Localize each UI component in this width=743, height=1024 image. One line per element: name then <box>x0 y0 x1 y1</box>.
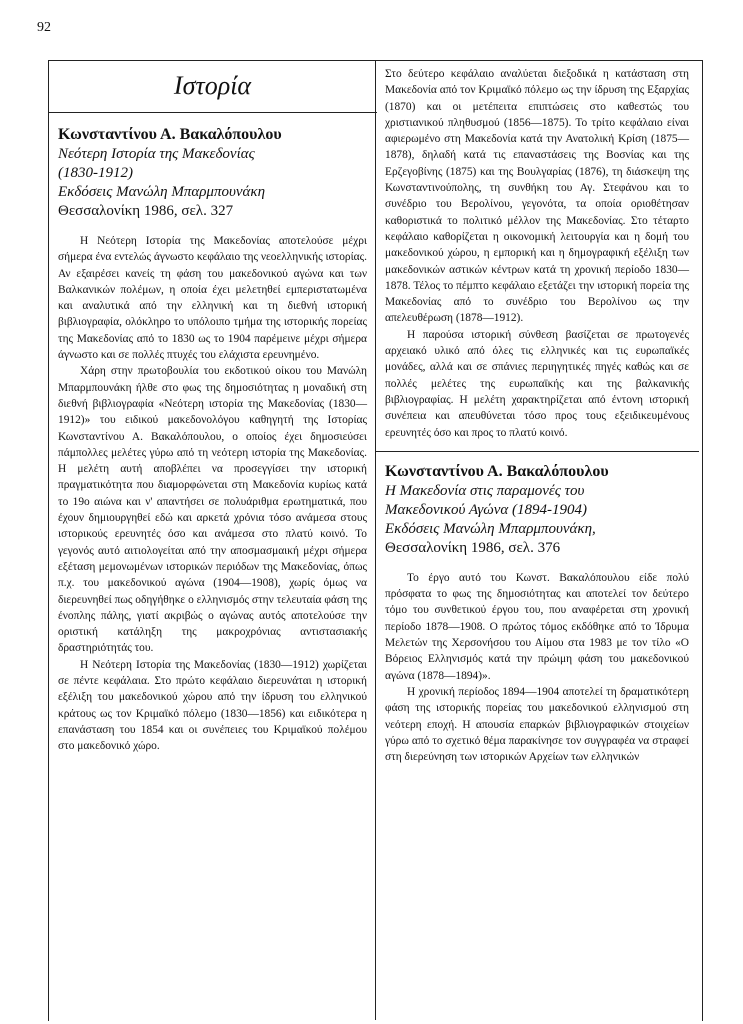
book-title-line-1: Η Μακεδονία στις παραμονές του <box>385 482 585 499</box>
review-2-body <box>385 570 689 766</box>
book-title-line-2: Μακεδονικού Αγώνα (1894-1904) <box>385 501 587 518</box>
book-publisher: Εκδόσεις Μανώλη Μπαρμπουνάκη <box>58 184 266 200</box>
section-title: Ιστορία <box>48 60 377 113</box>
book-title: Νεότερη Ιστορία της Μακεδονίας <box>58 146 255 162</box>
page-number: 92 <box>37 20 51 35</box>
paragraph: Το έργο αυτό του Κωνστ. Βακαλόπουλου είδε πολύ πρόσφατα το φως της δημοσιότητας και αποτελεί τον δεύτερο τόμο του συνθετικού έργου του, που αναφέρεται στη χρονική περίοδο 1878—1908. Ο πρώτος τόμος εκδόθηκε από το Ίδρυμα Μελετών της Χερσονήσου του Αίμου στα 1983 με τον τίλο «Ο Βόρειος Ελληνισμός κατά την πρώιμη φάση του μακεδονικού αγώνα (1878—1894)». <box>385 571 689 682</box>
paragraph: Η παρούσα ιστορική σύνθεση βασίζεται σε πρωτογενές αρχειακό υλικό από όλες τις ελληνικές και τις ευρωπαϊκές μονάδες, αλλά και σε σπάνιες περιηγητικές πηγές καθώς και σε πολλές μελέτες της ευρωπαϊκής και της βαλκανικής βιβλιογραφίας. Η μελέτη χαρακτηρίζεται από έντονη ιστορική συνέπεια και απευθύνεται τόσο προς τους εξειδικευμένους ερευνητές όσο και προς το πλατύ κοινό. <box>385 328 689 439</box>
book-place: Θεσσαλονίκη 1986, σελ. 327 <box>58 203 234 219</box>
book-author: Κωνσταντίνου Α. Βακαλόπουλου <box>58 126 282 143</box>
paragraph: Η Νεότερη Ιστορία της Μακεδονίας (1830—1912) χωρίζεται σε πέντε κεφάλαια. Στο πρώτο κεφάλαιο διερευνάται η ιστορική εξέλιξη του μακεδονικού χώρου από την ίδρυση του ελληνικού κράτους ως τον Κριμαϊκό πόλεμο (1830—1856) και ειδικότερα η επανάσταση του 1854 και οι συνέπειες του Κριμαϊκού πολέμου στο μακεδονικό χώρο. <box>58 658 367 753</box>
paragraph: Χάρη στην πρωτοβουλία του εκδοτικού οίκου του Μανώλη Μπαρμπουνάκη ήλθε στο φως της δημοσιότητας η μοναδική στη διεθνή βιβλιογραφία «Νεότερη ιστορία της Μακεδονίας (1830—1912)» του ειδικού μακεδονολόγου καθηγητή της Ιστορίας Κωνσταντίνου Α. Βακαλόπουλου, ο οποίος έχει δημοσιεύσει πάμπολλες μελέτες γύρω από τη νεότερη ιστορία της Μακεδονίας. Η μελέτη αυτή αποβλέπει να προσεγγίσει την ιστορική πραγματικότητα που διαμορφώνεται στη Μακεδονία κυρίως κατά το 19ο αιώνα και ν' απαντήσει σε πολυάριθμα ερωτηματικά, που έχουν δημιουργηθεί εδώ και αρκετά χρόνια τόσο ανάμεσα στους ιστορικούς ερευνητές όσο και ανάμεσα στο πλατύ κοινό. Το γεγονός αυτό αιτιολογείται από την αποσμασμαική μέχρι σήμερα εξέταση μεμονωμένων ιστορικών περιόδων της Μακεδονίας, όπως π.χ. του μακεδονικού αγώνα (1904—1908), χωρίς όμως να διερευνηθεί πως οδηγήθηκε ο ελληνισμός στην τελευταία φάση της ένοπλης πάλης, γιατί ακριβώς ο αγώνας αυτός αποτελούσε την οριστική κατάληξη της μακροχρόνιας αντιστασιακής δραστηριότητάς του. <box>58 365 367 655</box>
paragraph: Η χρονική περίοδος 1894—1904 αποτελεί τη δραματικότερη φάση της ιστορικής πορείας του μακεδονικού ελληνισμού στη νεότερη εποχή. Η απουσία επαρκών βιβλιογραφικών στοιχείων γύρω από το σχετικό θέμα παρακίνησε τον συγγραφέα να στραφεί στη διερεύνηση των ιστορικών Αρχείων των ελληνικών <box>385 685 689 764</box>
book-years: (1830-1912) <box>58 165 133 181</box>
book-place: Θεσσαλονίκη 1986, σελ. 376 <box>385 539 561 556</box>
book-citation-2 <box>385 462 689 558</box>
right-column <box>385 60 689 765</box>
book-author: Κωνσταντίνου Α. Βακαλόπουλου <box>385 462 609 480</box>
paragraph: Στο δεύτερο κεφάλαιο αναλύεται διεξοδικά η κατάσταση στη Μακεδονία από τον Κριμαϊκό πόλεμο ως την ίδρυση της Εξαρχίας (1870) και οι μετέπειτα επιπτώσεις στο καθεστώς του χριστιανικού πληθυσμού (1856—1875). Το τρίτο κεφάλαιο είναι αφιερωμένο στη Μακεδονία κατά την Ανατολική Κρίση (1875—1878), δηλαδή κατά τις επαναστάσεις της Βοσνίας και της Ερζεγοβίνης (1875) και της Βουλγαρίας (1876), τη διάσκεψη της Κωνσταντινούπολης, τη συνθήκη του Αγ. Στεφάνου και το συνέδριο του Βερολίνου, γεγονότα, τα οποία οριοθέτησαν καθοριστικά το πολιτικό μέλλον της Μακεδονίας. Στο τέταρτο κεφάλαιο καθορίζεται η οικονομική λειτουργία και η δομή του μακεδονικού χώρου, η εμπορική και η δημογραφική εξέλιξη των μακεδονικών αστικών κέντρων κατά τη χρονική περίοδο 1830—1878. Τέλος το πέμπτο κεφάλαιο εξετάζει την ιστορική πορεία της Μακεδονίας από το συνέδριο του Βερολίνου ως την απελευθέρωση (1878—1912). <box>385 68 689 325</box>
review-1-body <box>58 233 367 755</box>
column-divider <box>375 60 376 1020</box>
review-divider <box>375 451 699 452</box>
left-column <box>58 60 367 755</box>
book-publisher: Εκδόσεις Μανώλη Μπαρμπουνάκη, <box>385 520 596 537</box>
book-citation-1 <box>58 125 367 221</box>
paragraph: Η Νεότερη Ιστορία της Μακεδονίας αποτελούσε μέχρι σήμερα ένα εντελώς άγνωστο κεφάλαιο της νεοελληνικής ιστορίας. Αν εξαιρέσει κανείς τη φάση του μακεδονικού αγώνα και των Βαλκανικών πολέμων, η οποία έχει μελετηθεί εμπεριστατωμένα και αναλυτικά από την ελληνική και τη διεθνή ιστορική βιβλιογραφία, ολόκληρο το υπόλοιπο τμήμα της ιστορικής πορείας της Μακεδονίας από το 1830 ως το 1904 παρέμεινε μέχρι σήμερα άγνωστο και σε πολλές πτυχές του ελάχιστα ερευνημένο. <box>58 235 368 362</box>
